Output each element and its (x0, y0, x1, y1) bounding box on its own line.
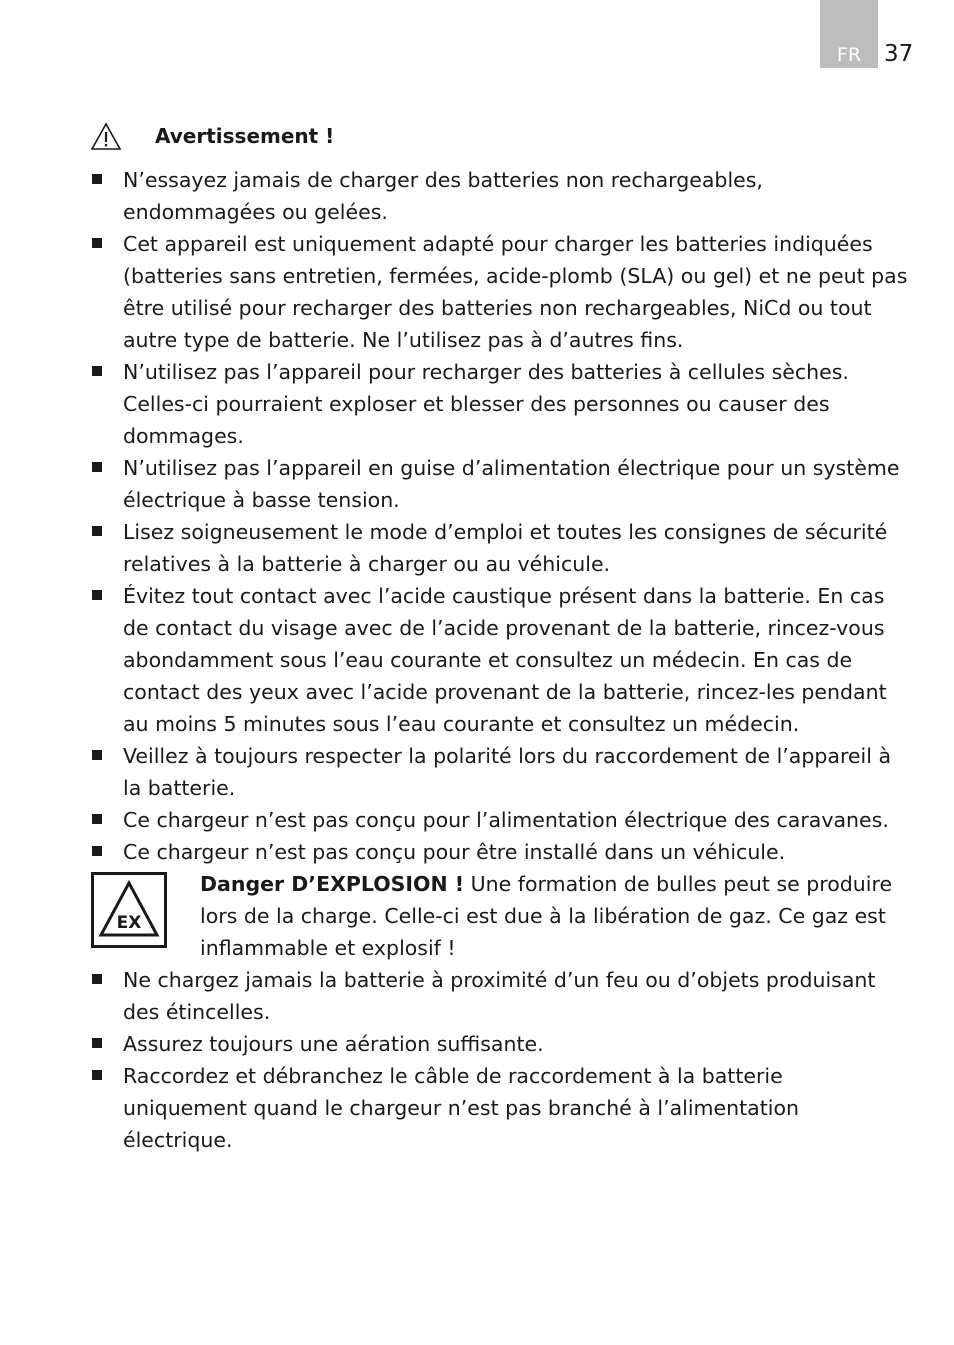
list-item: Ne chargez jamais la batterie à proximité d’un feu ou d’objets produisant des étincelles. (0, 964, 913, 1028)
list-item: N’essayez jamais de charger des batteries non rechargeables, endommagées ou gelées. (0, 164, 913, 228)
explosion-list (0, 964, 954, 1156)
bullet-square-icon (92, 526, 102, 536)
explosion-hazard-ex-icon (91, 872, 167, 948)
list-item: Évitez tout contact avec l’acide caustique présent dans la batterie. En cas de contact du visage avec de l’acide provenant de la batterie, rincez-vous abondamment sous l’eau courante et consultez un médecin. En cas de contact des yeux avec l’acide provenant de la batterie, rincez-les pendant au moins 5 minutes sous l’eau courante et consultez un médecin. (0, 580, 913, 740)
warning-heading (90, 121, 335, 153)
svg-text:EX: EX (116, 913, 142, 933)
bullet-square-icon (92, 462, 102, 472)
warning-list (0, 164, 954, 868)
language-tab (820, 0, 878, 68)
bullet-square-icon (92, 1038, 102, 1048)
explosion-title: Danger D’EXPLOSION ! (200, 872, 465, 896)
list-item: Lisez soigneusement le mode d’emploi et toutes les consignes de sécurité relatives à la batterie à charger ou au véhicule. (0, 516, 913, 580)
bullet-square-icon (92, 238, 102, 248)
bullet-square-icon (92, 750, 102, 760)
explosion-warning-paragraph (200, 868, 915, 964)
bullet-square-icon (92, 1070, 102, 1080)
list-item: Raccordez et débranchez le câble de raccordement à la batterie uniquement quand le chargeur n’est pas branché à l’alimentation électrique. (0, 1060, 913, 1156)
bullet-square-icon (92, 974, 102, 984)
bullet-square-icon (92, 846, 102, 856)
language-label: FR (836, 44, 862, 66)
explosion-text: Une formation de bulles peut se produire lors de la charge. Celle-ci est due à la libération de gaz. Ce gaz est inflammable et explosif ! (200, 872, 893, 960)
page-number: 37 (884, 41, 914, 67)
bullet-square-icon (92, 814, 102, 824)
list-item: N’utilisez pas l’appareil pour recharger des batteries à cellules sèches. Celles-ci pourraient exploser et blesser des personnes ou causer des dommages. (0, 356, 913, 452)
list-item: Cet appareil est uniquement adapté pour charger les batteries indiquées (batteries sans entretien, fermées, acide-plomb (SLA) ou gel) et ne peut pas être utilisé pour recharger des batteries non rechargeables, NiCd ou tout autre type de batterie. Ne l’utilisez pas à d’autres fins. (0, 228, 913, 356)
warning-triangle-icon (90, 122, 122, 152)
bullet-square-icon (92, 366, 102, 376)
list-item: Assurez toujours une aération suffisante. (0, 1028, 913, 1060)
bullet-square-icon (92, 174, 102, 184)
list-item: N’utilisez pas l’appareil en guise d’alimentation électrique pour un système électrique à basse tension. (0, 452, 913, 516)
bullet-square-icon (92, 590, 102, 600)
list-item: Veillez à toujours respecter la polarité lors du raccordement de l’appareil à la batterie. (0, 740, 913, 804)
list-item: Ce chargeur n’est pas conçu pour être installé dans un véhicule. (0, 836, 913, 868)
warning-title: Avertissement ! (155, 124, 335, 148)
list-item: Ce chargeur n’est pas conçu pour l’alimentation électrique des caravanes. (0, 804, 913, 836)
